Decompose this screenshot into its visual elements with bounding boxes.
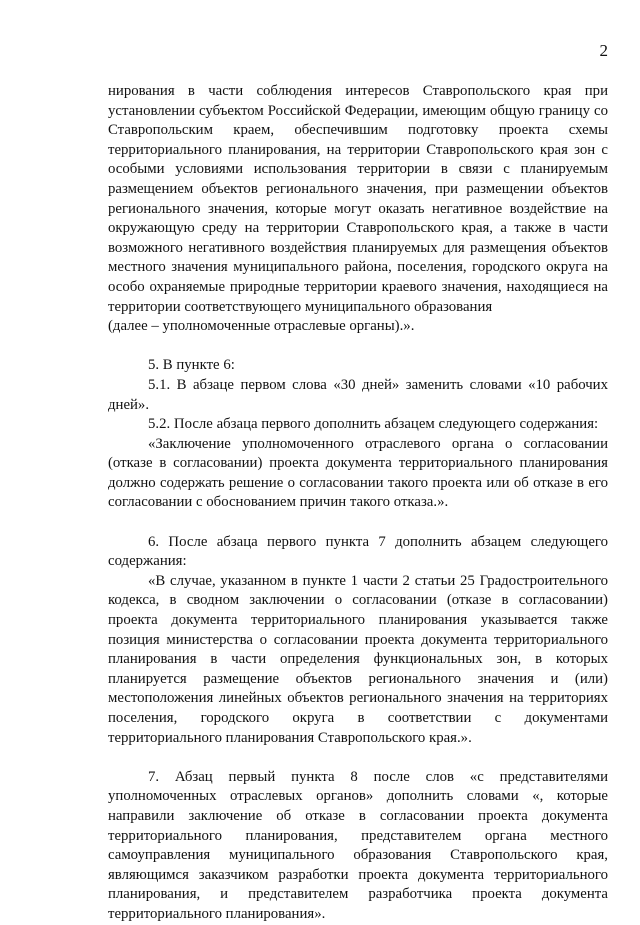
paragraph-quote-case: «В случае, указанном в пункте 1 части 2 статьи 25 Градостроительного кодекса, в сводном заключении о согласовании (отказе в согласовании) проекта документа территориального планирования указывается также позиция министерства о согласовании проекта документа территориального планирования в части определения функциональных зон, в которых планируется размещение объектов регионального значения и (или) местоположения линейных объектов регионального значения на территориях поселения, городского округа в соответствии с документами территориального планирования Ставропольского края.».	[108, 572, 608, 746]
paragraph-closing: (далее – уполномоченные отраслевые органы).».	[108, 318, 415, 335]
paragraph-item-7: 7. Абзац первый пункта 8 после слов «с представителями уполномоченных отраслевых органов» дополнить словами «, которые направили заключение об отказе в согласовании проекта документа территориального планирования, представителем органа местного самоуправления муниципального образования Ставропольского края, являющимся заказчиком разработки проекта документа территориального планирования, и представителем разработчика проекта документа территориального планирования».	[108, 768, 608, 922]
document-body	[108, 82, 608, 925]
paragraph-item-5-2: 5.2. После абзаца первого дополнить абзацем следующего содержания:	[148, 416, 599, 433]
paragraph-item-5-1: 5.1. В абзаце первом слова «30 дней» заменить словами «10 рабочих дней».	[108, 376, 608, 413]
paragraph-item-5: 5. В пункте 6:	[148, 357, 235, 374]
page-number: 2	[599, 41, 608, 60]
paragraph-continuation: нирования в части соблюдения интересов Ставропольского края при установлении субъектом Российской Федерации, имеющим общую границу со Ставропольским краем, обеспечившим подготовку проекта схемы территориального планирования, на территории Ставропольского края зон с особыми условиями использования территории в связи с планируемым размещением объектов регионального значения, при размещении объектов регионального значения, которые могут оказать негативное воздействие на окружающую среду на территории Ставропольского края, а также в части возможного негативного воздействия планируемых для размещения объектов местного значения муниципального района, поселения, городского округа на особо охраняемые природные территории краевого значения, находящиеся на территории соответствующего муниципального образования	[108, 83, 608, 315]
paragraph-quote-conclusion: «Заключение уполномоченного отраслевого органа о согласовании (отказе в согласовании) проекта документа территориального планирования должно содержать решение о согласовании такого проекта или об отказе в его согласовании с обоснованием причин такого отказа.».	[108, 435, 608, 511]
paragraph-item-6: 6. После абзаца первого пункта 7 дополнить абзацем следующего содержания:	[108, 533, 608, 570]
